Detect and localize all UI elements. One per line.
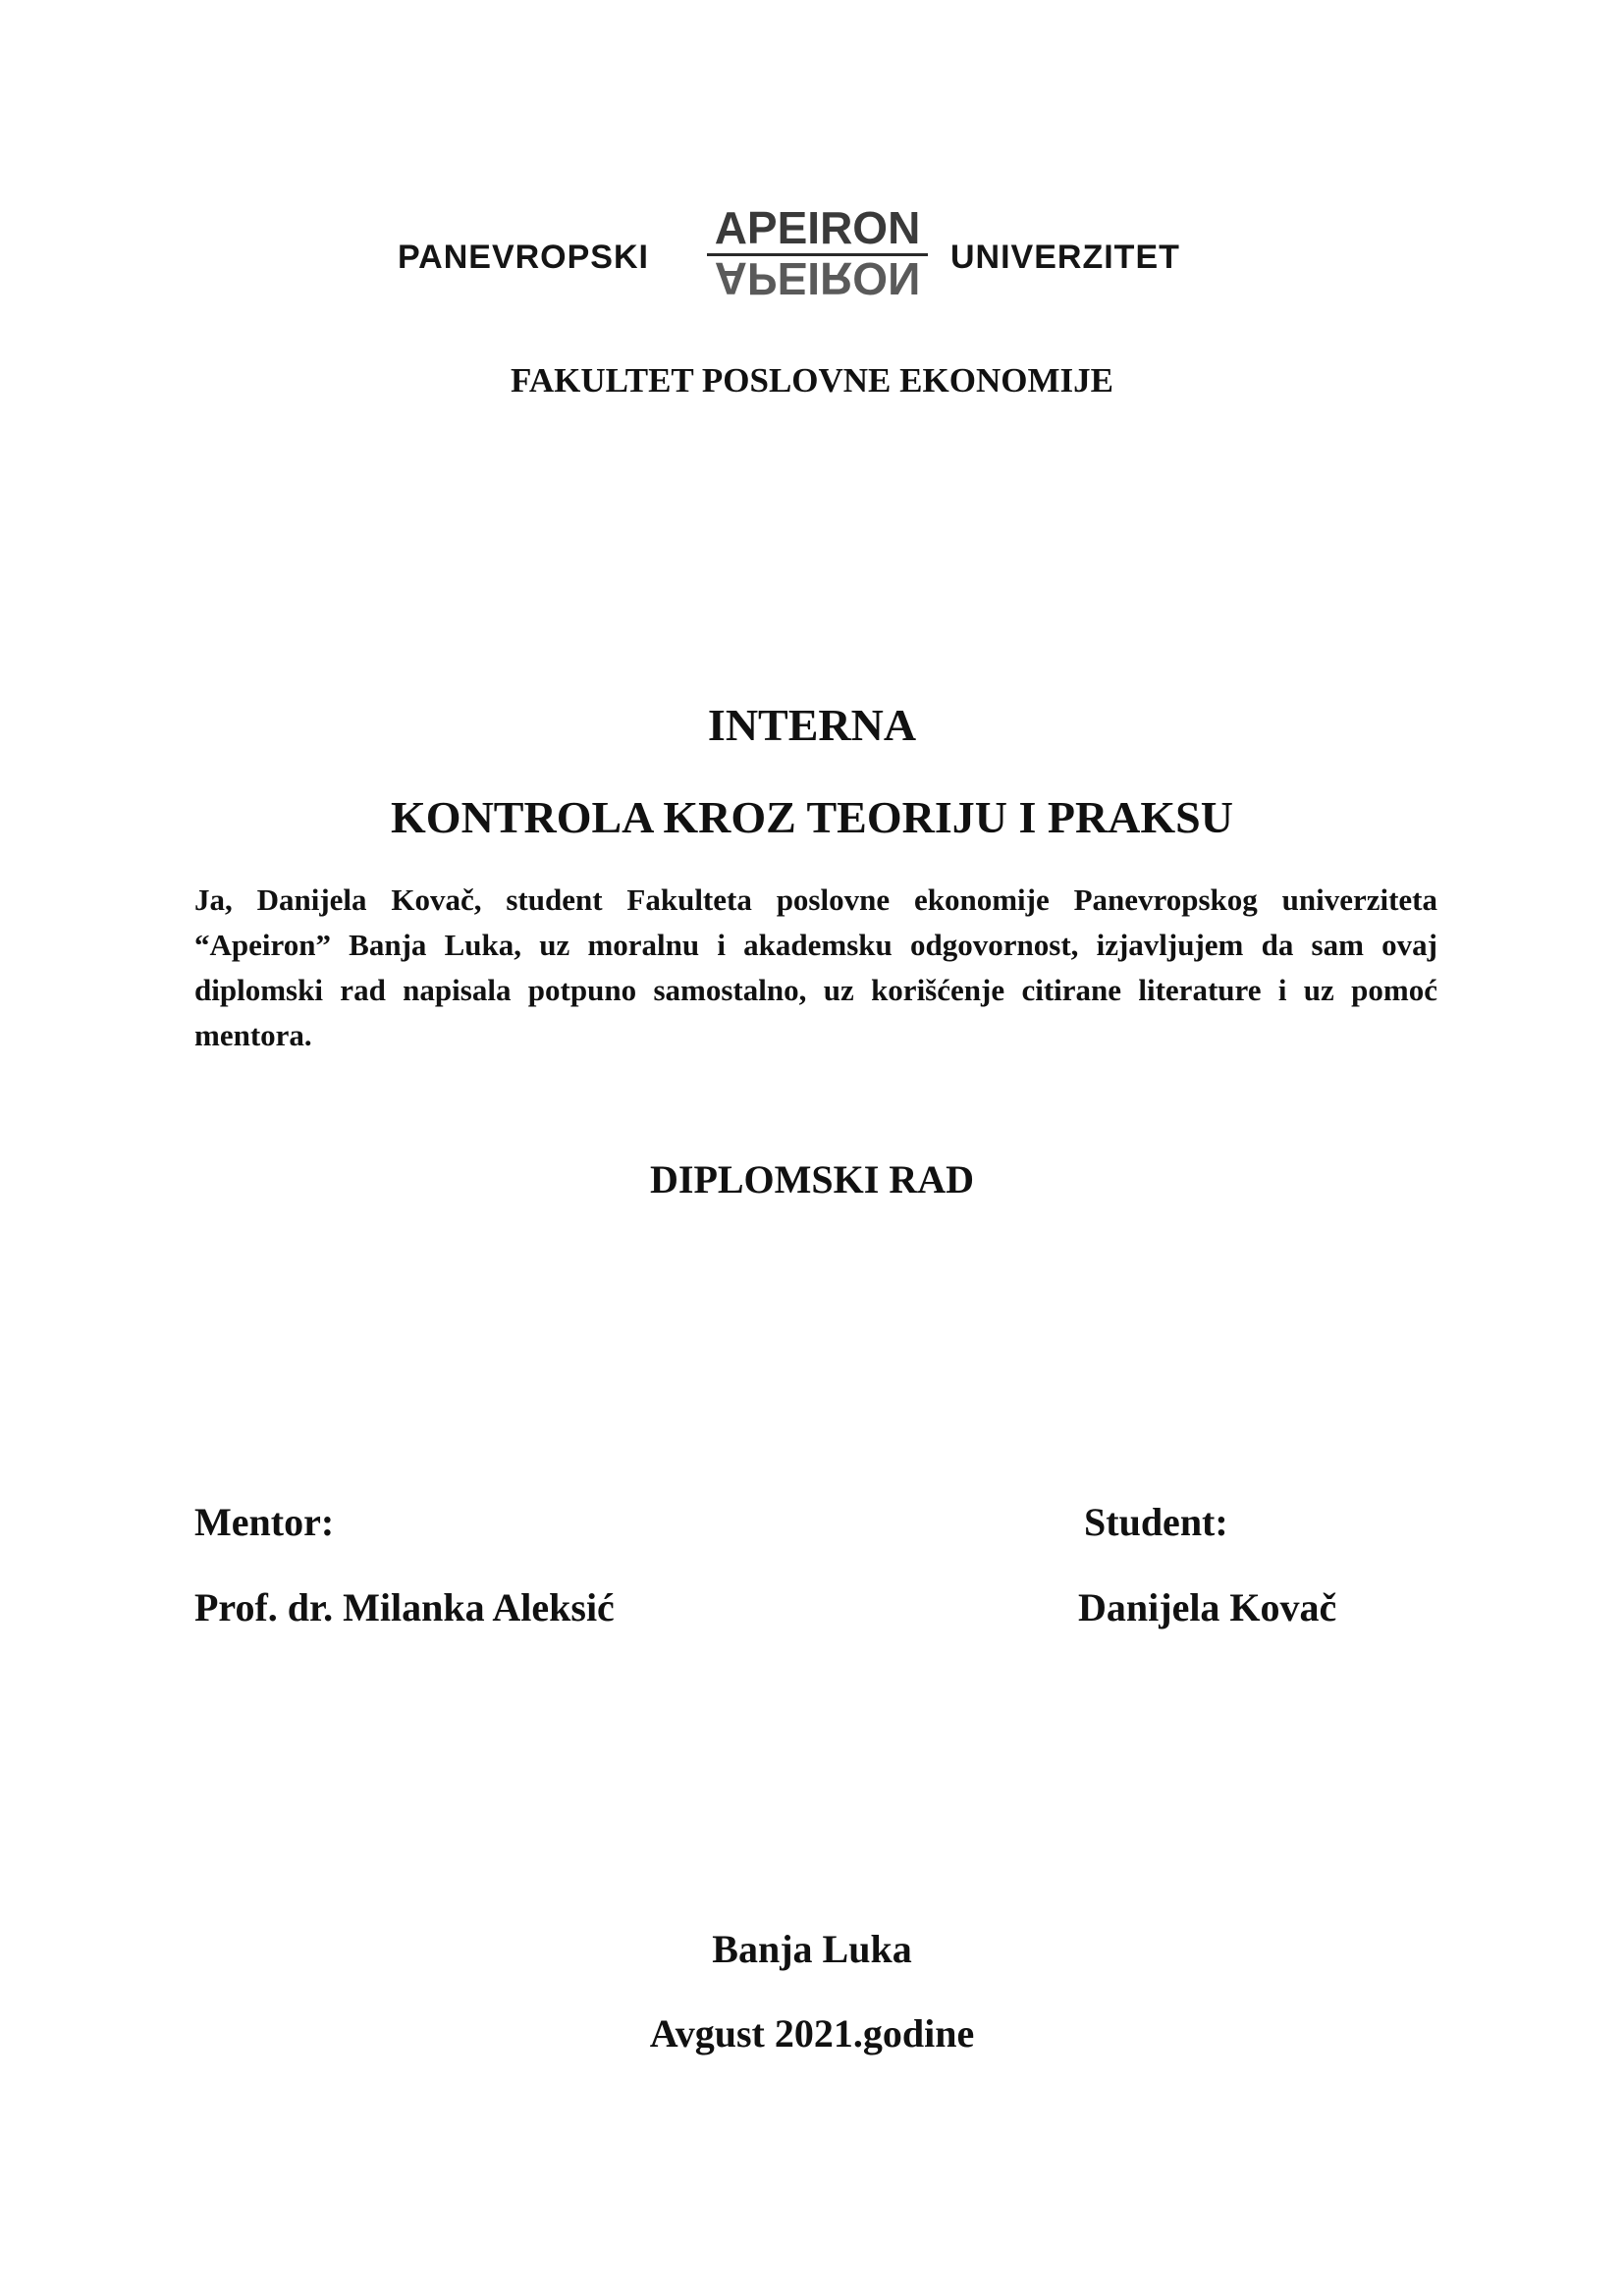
logo-right-text: UNIVERZITET	[950, 239, 1180, 276]
apeiron-logo-mark	[692, 201, 943, 309]
place: Banja Luka	[712, 1927, 912, 1971]
mentor-label: Mentor:	[194, 1500, 335, 1544]
logo-left-text: PANEVROPSKI	[398, 239, 649, 276]
faculty-name: FAKULTET POSLOVNE EKONOMIJE	[511, 361, 1113, 400]
logo-mark-text: APEIRON	[714, 202, 921, 253]
mentor-name: Prof. dr. Milanka Aleksić	[194, 1585, 615, 1629]
thesis-title-line-1: INTERNA	[707, 700, 917, 750]
logo-mark-mirrored-text: APEIRON	[714, 253, 921, 304]
authorship-statement: Ja, Danijela Kovač, student Fakulteta poslovne ekonomije Panevropskog univerziteta “Apeiron” Banja Luka, uz moralnu i akademsku odgovornost, izjavljujem da sam ovaj diplomski rad napisala potpuno samostalno, uz korišćenje citirane literature i uz pomoć mentora.	[194, 882, 1437, 1052]
thesis-type: DIPLOMSKI RAD	[649, 1157, 975, 1201]
submission-date: Avgust 2021.godine	[649, 2011, 975, 2056]
student-name: Danijela Kovač	[1078, 1585, 1337, 1629]
student-label: Student:	[1084, 1500, 1228, 1544]
thesis-title-line-2: KONTROLA KROZ TEORIJU I PRAKSU	[391, 792, 1233, 842]
university-logo	[393, 201, 1237, 309]
